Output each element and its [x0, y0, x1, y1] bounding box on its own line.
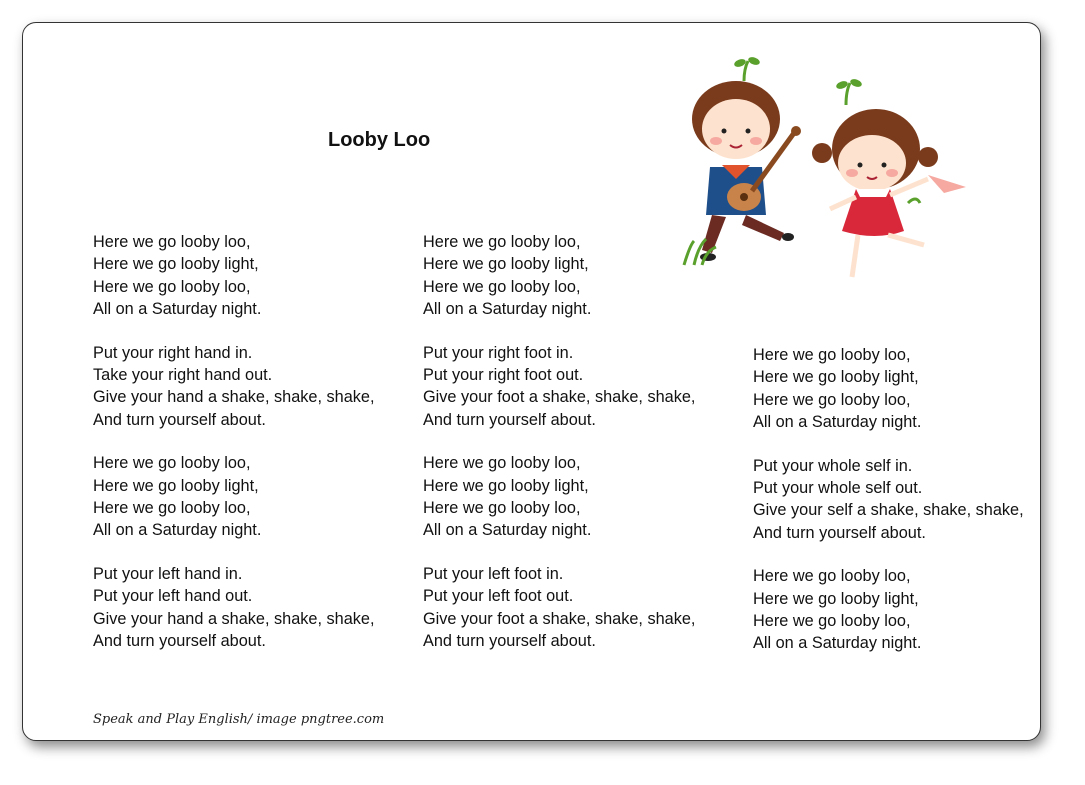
stanza — [753, 455, 1083, 545]
lyric-line: Put your right foot in. — [423, 343, 574, 362]
lyric-line: Put your whole self in. — [753, 456, 913, 475]
lyric-line: Here we go looby light, — [753, 368, 919, 387]
lyric-line: All on a Saturday night. — [753, 413, 922, 432]
lyric-line: Put your whole self out. — [753, 479, 923, 498]
lyric-line: Here we go looby light, — [423, 255, 589, 274]
song-title: Looby Loo — [328, 129, 431, 151]
credit-footer: Speak and Play English/ image pngtree.com — [93, 712, 385, 727]
lyric-line: Put your left foot in. — [423, 564, 564, 583]
lyric-line: Here we go looby loo, — [93, 454, 251, 473]
lyric-line: Here we go looby loo, — [753, 390, 911, 409]
lyric-line: And turn yourself about. — [93, 632, 266, 651]
lyrics-column-3 — [753, 344, 1083, 676]
lyric-line: Here we go looby loo, — [753, 346, 911, 364]
lyric-line: Put your left hand in. — [93, 564, 243, 583]
lyric-line: And turn yourself about. — [423, 410, 596, 429]
lyric-line: And turn yourself about. — [423, 632, 596, 651]
stanza — [93, 342, 423, 432]
stanza — [423, 452, 753, 542]
stanza — [93, 452, 423, 542]
stanza — [753, 565, 1083, 655]
lyric-line: Here we go looby loo, — [423, 233, 581, 251]
lyric-line: Here we go looby loo, — [423, 499, 581, 518]
lyric-line: Here we go looby loo, — [93, 499, 251, 518]
lyric-line: Here we go looby light, — [93, 255, 259, 274]
stanza — [93, 231, 423, 321]
stanza — [753, 344, 1083, 434]
lyric-line: Here we go looby loo, — [93, 233, 251, 251]
lyric-line: Here we go looby light, — [423, 476, 589, 495]
lyric-line: Here we go looby loo, — [423, 454, 581, 473]
lyric-line: Give your foot a shake, shake, shake, — [423, 609, 696, 628]
lyrics-column-1 — [93, 231, 423, 674]
lyric-line: Here we go looby light, — [93, 476, 259, 495]
stanza — [423, 563, 753, 653]
lyric-line: Give your hand a shake, shake, shake, — [93, 609, 375, 628]
lyric-line: Give your hand a shake, shake, shake, — [93, 388, 375, 407]
lyric-line: Put your right hand in. — [93, 343, 253, 362]
lyric-line: Give your self a shake, shake, shake, — [753, 501, 1024, 520]
stanza — [423, 342, 753, 432]
lyric-line: All on a Saturday night. — [93, 300, 262, 319]
lyric-line: Here we go looby loo, — [423, 277, 581, 296]
lyric-line: Give your foot a shake, shake, shake, — [423, 388, 696, 407]
lyric-line: Here we go looby loo, — [753, 612, 911, 631]
lyric-line: Here we go looby loo, — [753, 567, 911, 586]
lyric-line: Put your left hand out. — [93, 587, 253, 606]
lyric-line: Here we go looby loo, — [93, 277, 251, 296]
dancing-children-illustration — [672, 55, 972, 295]
lyric-line: And turn yourself about. — [753, 523, 926, 542]
lyric-line: Take your right hand out. — [93, 366, 273, 385]
stanza — [93, 563, 423, 653]
lyrics-column-2 — [423, 231, 753, 674]
lyric-line: Here we go looby light, — [753, 589, 919, 608]
lyric-line: All on a Saturday night. — [423, 300, 592, 319]
lyric-line: Put your right foot out. — [423, 366, 584, 385]
lyric-line: All on a Saturday night. — [423, 521, 592, 540]
lyric-line: Put your left foot out. — [423, 587, 574, 606]
lyric-line: All on a Saturday night. — [753, 634, 922, 653]
lyric-line: And turn yourself about. — [93, 410, 266, 429]
lyric-line: All on a Saturday night. — [93, 521, 262, 540]
